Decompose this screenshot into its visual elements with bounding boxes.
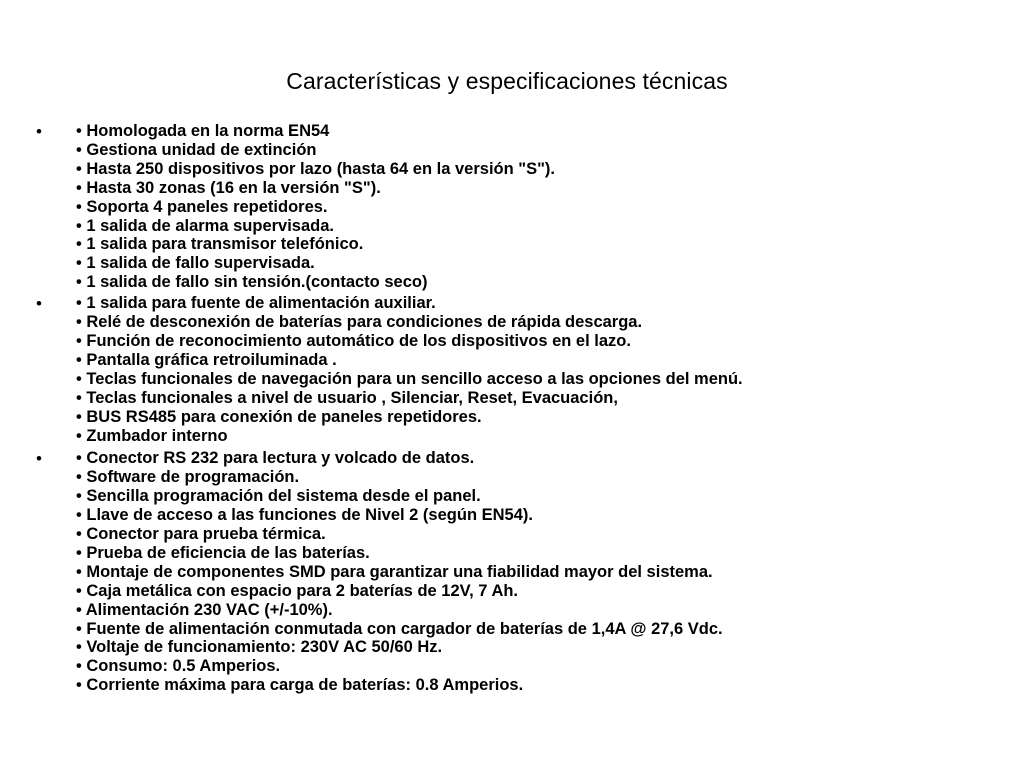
- spec-item: • Llave de acceso a las funciones de Nivel 2 (según EN54).: [76, 506, 533, 525]
- bullet-icon: •: [36, 449, 42, 469]
- spec-item: • Pantalla gráfica retroiluminada .: [76, 350, 337, 369]
- spec-group-1: [36, 122, 996, 292]
- spec-group-2: [36, 294, 996, 445]
- page-title: Características y especificaciones técnicas: [286, 68, 728, 94]
- spec-item: • Fuente de alimentación conmutada con cargador de baterías de 1,4A @ 27,6 Vdc.: [76, 619, 723, 638]
- spec-item: • 1 salida de fallo sin tensión.(contacto seco): [76, 273, 428, 292]
- spec-item: • Corriente máxima para carga de baterías: 0.8 Amperios.: [76, 676, 524, 695]
- spec-item: • Voltaje de funcionamiento: 230V AC 50/60 Hz.: [76, 638, 443, 657]
- spec-item: • 1 salida de fallo supervisada.: [76, 254, 315, 273]
- bullet-icon: •: [36, 122, 42, 141]
- spec-item: • Conector para prueba térmica.: [76, 525, 326, 544]
- spec-item: • Hasta 250 dispositivos por lazo (hasta 64 en la versión "S").: [76, 159, 555, 178]
- spec-item: • Gestiona unidad de extinción: [76, 140, 317, 159]
- spec-item: • Sencilla programación del sistema desde el panel.: [76, 487, 481, 506]
- spec-item: • 1 salida para fuente de alimentación auxiliar.: [76, 294, 436, 313]
- spec-item: • Consumo: 0.5 Amperios.: [76, 657, 281, 676]
- spec-item: • Hasta 30 zonas (16 en la versión "S").: [76, 178, 381, 197]
- spec-item: • Conector RS 232 para lectura y volcado de datos.: [76, 449, 475, 468]
- spec-item: • Homologada en la norma EN54: [76, 122, 330, 140]
- spec-item: • Software de programación.: [76, 468, 300, 487]
- spec-item: • Zumbador interno: [76, 426, 228, 445]
- spec-list: [36, 122, 996, 697]
- spec-item: • Prueba de eficiencia de las baterías.: [76, 543, 370, 562]
- spec-item: • Teclas funcionales de navegación para un sencillo acceso a las opciones del menú.: [76, 369, 743, 388]
- spec-item: • Montaje de componentes SMD para garantizar una fiabilidad mayor del sistema.: [76, 562, 713, 581]
- spec-item: • Función de reconocimiento automático de los dispositivos en el lazo.: [76, 331, 631, 350]
- spec-item: • Teclas funcionales a nivel de usuario , Silenciar, Reset, Evacuación,: [76, 388, 618, 407]
- spec-item: • 1 salida para transmisor telefónico.: [76, 235, 364, 254]
- spec-item: • Caja metálica con espacio para 2 baterías de 12V, 7 Ah.: [76, 581, 519, 600]
- spec-item: • 1 salida de alarma supervisada.: [76, 216, 334, 235]
- bullet-icon: •: [36, 294, 42, 314]
- spec-item: • Alimentación 230 VAC (+/-10%).: [76, 600, 333, 619]
- spec-item: • BUS RS485 para conexión de paneles repetidores.: [76, 407, 482, 426]
- spec-group-3: [36, 449, 996, 695]
- spec-item: • Relé de desconexión de baterías para condiciones de rápida descarga.: [76, 313, 643, 332]
- spec-item: • Soporta 4 paneles repetidores.: [76, 197, 328, 216]
